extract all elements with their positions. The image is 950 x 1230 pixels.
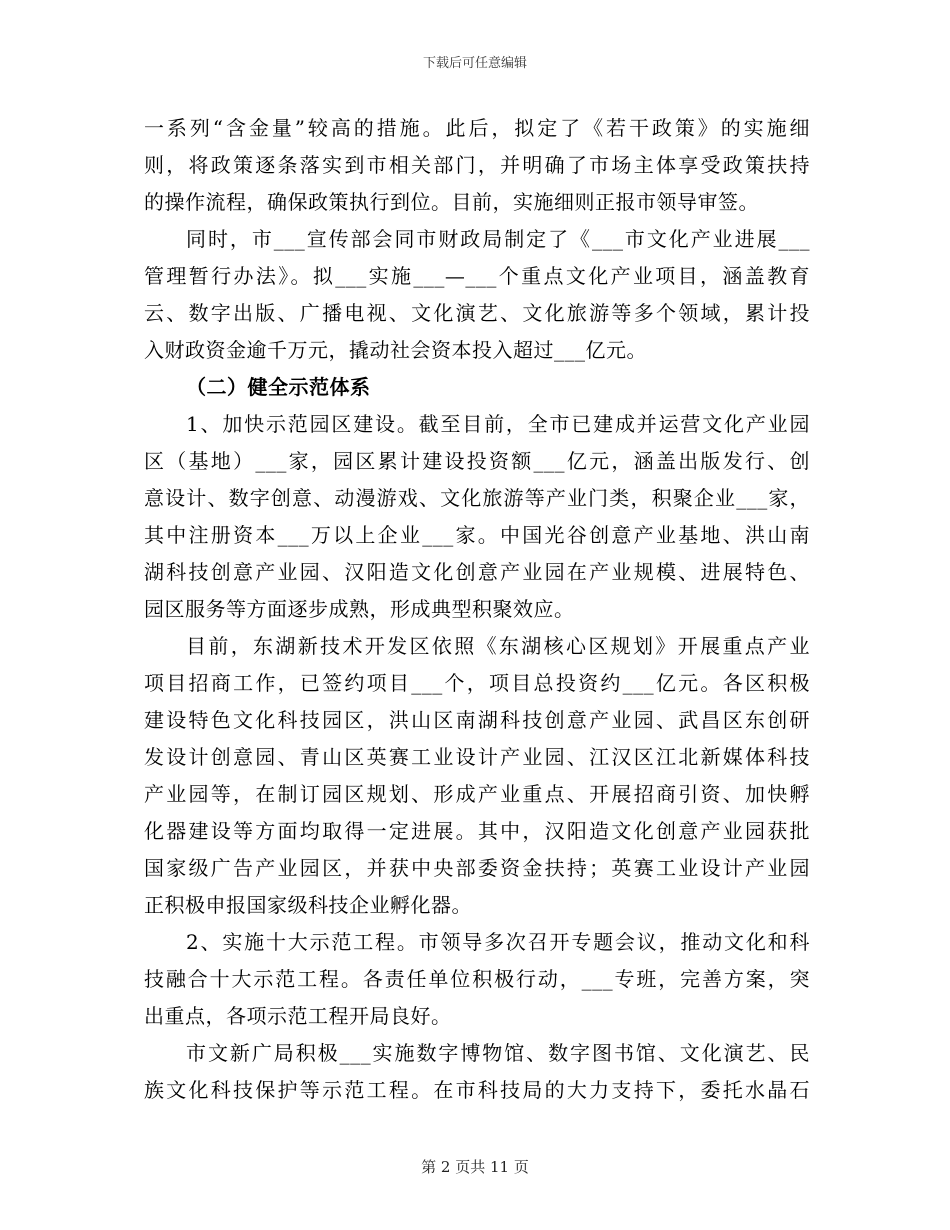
- text-line: 的操作流程，确保政策执行到位。目前，实施细则正报市领导审签。: [144, 190, 759, 214]
- text-line: 意设计、数字创意、动漫游戏、文化旅游等产业门类，积聚企业___家，: [144, 486, 810, 510]
- text-line: 发设计创意园、青山区英赛工业设计产业园、江汉区江北新媒体科技: [144, 745, 810, 769]
- text-line: 其中注册资本___万以上企业___家。中国光谷创意产业基地、洪山南: [144, 523, 810, 547]
- page-footer: 第 2 页共 11 页: [421, 1158, 529, 1176]
- text-line: 国家级广告产业园区，并获中央部委资金扶持；英赛工业设计产业园: [144, 856, 810, 880]
- text-line: 技融合十大示范工程。各责任单位积极行动，___专班，完善方案，突: [144, 967, 810, 991]
- page-header: 下载后可任意编辑: [422, 56, 527, 71]
- text-line: 正积极申报国家级科技企业孵化器。: [144, 893, 472, 917]
- text-line: 区（基地）___家，园区累计建设投资额___亿元，涵盖出版发行、创: [144, 449, 810, 473]
- text-line: 一系列“含金量”较高的措施。此后，拟定了《若干政策》的实施细: [144, 116, 810, 140]
- text-line: 族文化科技保护等示范工程。在市科技局的大力支持下，委托水晶石: [144, 1078, 810, 1102]
- section-heading: （二）健全示范体系: [186, 375, 371, 399]
- text-line: 1、加快示范园区建设。截至目前，全市已建成并运营文化产业园: [186, 412, 810, 436]
- document-body: [144, 110, 810, 1109]
- text-line: 入财政资金逾千万元，撬动社会资本投入超过___亿元。: [144, 338, 647, 362]
- text-line: 同时，市___宣传部会同市财政局制定了《___市文化产业进展___: [186, 227, 810, 251]
- text-line: 项目招商工作，已签约项目___个，项目总投资约___亿元。各区积极: [144, 671, 810, 695]
- text-line: 云、数字出版、广播电视、文化演艺、文化旅游等多个领域，累计投: [144, 301, 810, 325]
- text-line: 建设特色文化科技园区，洪山区南湖科技创意产业园、武昌区东创研: [144, 708, 810, 732]
- text-line: 湖科技创意产业园、汉阳造文化创意产业园在产业规模、进展特色、: [144, 560, 810, 584]
- text-line: 市文新广局积极___实施数字博物馆、数字图书馆、文化演艺、民: [186, 1041, 810, 1065]
- text-line: 产业园等，在制订园区规划、形成产业重点、开展招商引资、加快孵: [144, 782, 810, 806]
- text-line: 园区服务等方面逐步成熟，形成典型积聚效应。: [144, 597, 575, 621]
- text-line: 管理暂行办法》。拟___实施___—___个重点文化产业项目，涵盖教育: [144, 264, 810, 288]
- text-line: 化器建设等方面均取得一定进展。其中，汉阳造文化创意产业园获批: [144, 819, 810, 843]
- text-line: 则，将政策逐条落实到市相关部门，并明确了市场主体享受政策扶持: [144, 153, 810, 177]
- text-line: 出重点，各项示范工程开局良好。: [144, 1004, 452, 1028]
- text-line: 2、实施十大示范工程。市领导多次召开专题会议，推动文化和科: [186, 930, 810, 954]
- text-line: 目前，东湖新技术开发区依照《东湖核心区规划》开展重点产业: [186, 634, 810, 658]
